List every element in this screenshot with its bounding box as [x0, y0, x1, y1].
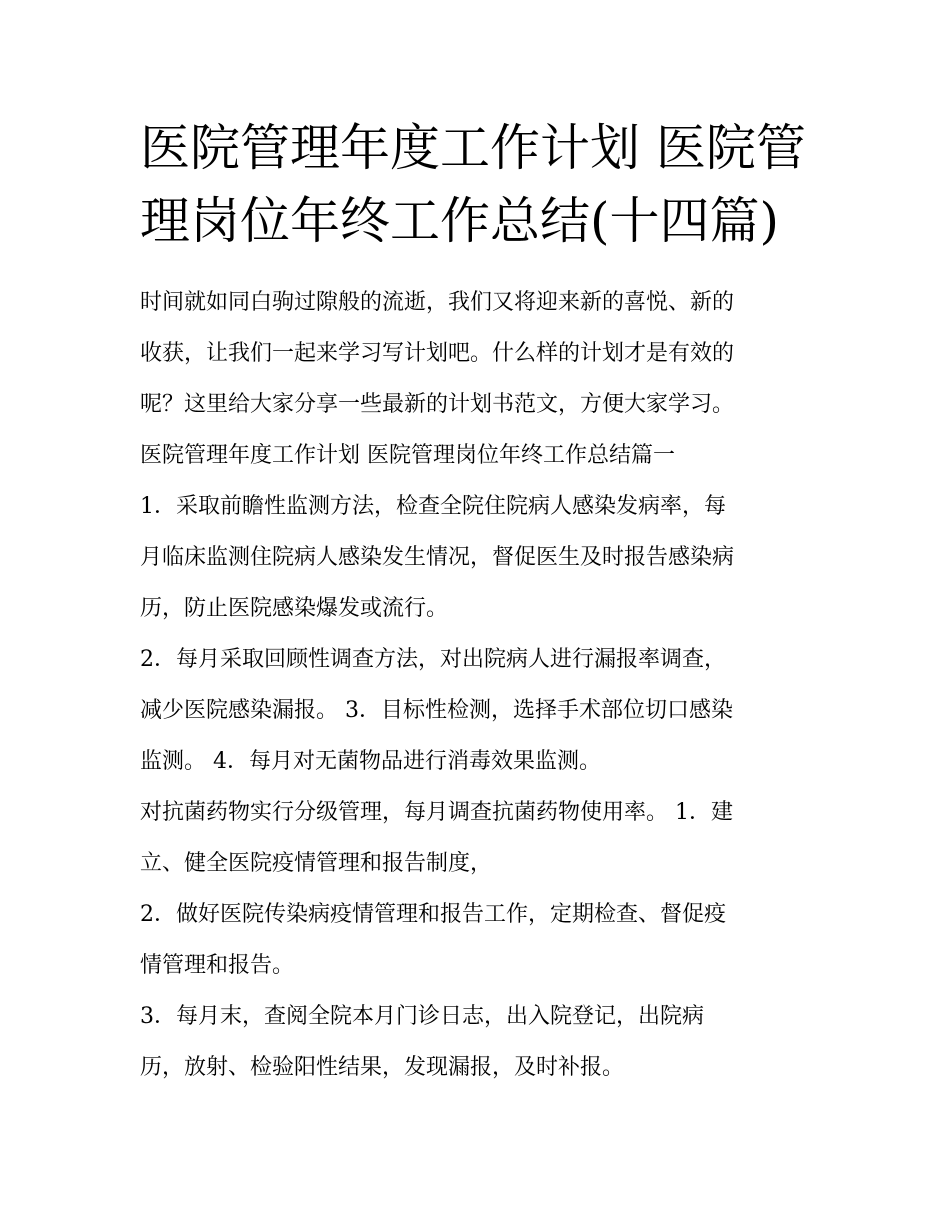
section-heading: 医院管理年度工作计划 医院管理岗位年终工作总结篇一 — [140, 443, 675, 468]
title-line-1: 医院管理年度工作计划 医院管 — [140, 119, 806, 177]
paragraph-line: 情管理和报告。 — [140, 953, 295, 978]
paragraph-line: 月临床监测住院病人感染发生情况，督促医生及时报告感染病 — [140, 545, 735, 570]
document-title — [140, 112, 820, 258]
paragraph-line: 历，放射、检验阳性结果，发现漏报，及时补报。 — [140, 1055, 625, 1080]
paragraph-line: 监测。 4．每月对无菌物品进行消毒效果监测。 — [140, 749, 601, 774]
paragraph-line: 收获，让我们一起来学习写计划吧。什么样的计划才是有效的 — [140, 341, 735, 366]
paragraph-line: 时间就如同白驹过隙般的流逝，我们又将迎来新的喜悦、新的 — [140, 290, 735, 315]
paragraph-line: 立、健全医院疫情管理和报告制度， — [140, 851, 493, 876]
paragraph-line: 对抗菌药物实行分级管理，每月调查抗菌药物使用率。 1．建 — [140, 800, 733, 825]
paragraph-line: 2．每月采取回顾性调查方法，对出院病人进行漏报率调查， — [140, 647, 726, 672]
paragraph-line: 3．每月末，查阅全院本月门诊日志，出入院登记，出院病 — [140, 1004, 704, 1029]
paragraph-line: 呢？这里给大家分享一些最新的计划书范文，方便大家学习。 — [140, 392, 735, 417]
paragraph-line: 历，防止医院感染爆发或流行。 — [140, 596, 449, 621]
title-line-2: 理岗位年终工作总结(十四篇) — [140, 192, 780, 250]
paragraph-line: 减少医院感染漏报。 3．目标性检测，选择手术部位切口感染 — [140, 698, 733, 723]
paragraph-line: 1．采取前瞻性监测方法，检查全院住院病人感染发病率，每 — [140, 494, 726, 519]
paragraph-line: 2．做好医院传染病疫情管理和报告工作，定期检查、督促疫 — [140, 902, 726, 927]
